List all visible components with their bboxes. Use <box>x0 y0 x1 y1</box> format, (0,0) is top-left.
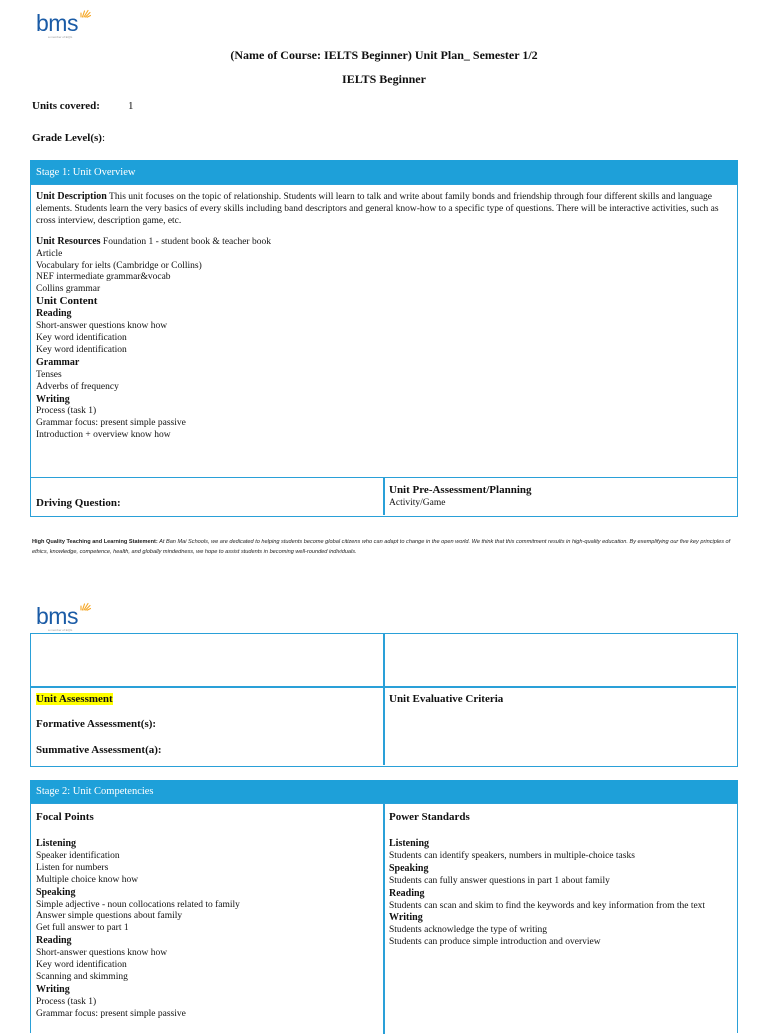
logo-text: bms <box>36 10 78 36</box>
unit-overview-cell <box>30 184 738 478</box>
content-item: Tenses <box>36 369 62 380</box>
power-heading: Listening <box>389 838 430 849</box>
logo-subtext: a member of EQG <box>48 628 73 632</box>
grade-level-colon: : <box>101 132 106 144</box>
focal-item: Simple adjective - noun collocations related to family <box>36 899 240 910</box>
formative-assessment-label: Formative Assessment(s): <box>36 718 157 730</box>
unit-content-label: Unit Content <box>36 295 98 308</box>
content-heading: Writing <box>36 393 70 405</box>
unit-assessment-highlight: Unit Assessment <box>36 693 113 705</box>
stage2-header: Stage 2: Unit Competencies <box>30 780 738 803</box>
focal-item: Listen for numbers <box>36 862 109 873</box>
grade-level <box>32 132 105 144</box>
course-name: IELTS Beginner <box>342 72 426 86</box>
pre-assessment-label: Unit Pre-Assessment/Planning <box>389 484 532 496</box>
grade-level-label: Grade Level(s) <box>32 132 102 144</box>
resource-item: Collins grammar <box>36 284 101 295</box>
assessment-table <box>30 633 738 767</box>
focal-item: Multiple choice know how <box>36 874 139 885</box>
unit-resources <box>36 236 730 249</box>
focal-item: Speaker identification <box>36 850 120 861</box>
power-standards-label: Power Standards <box>389 811 470 823</box>
focal-item: Short-answer questions know how <box>36 948 168 959</box>
logo-text: bms <box>36 603 78 629</box>
power-item: Students can scan and skim to find the keywords and key information from the text <box>389 900 706 911</box>
focal-item: Process (task 1) <box>36 996 97 1007</box>
focal-item: Key word identification <box>36 960 127 971</box>
power-heading: Speaking <box>389 862 429 874</box>
content-heading: Grammar <box>36 356 80 368</box>
power-item: Students can fully answer questions in part 1 about family <box>389 875 610 886</box>
focal-heading: Listening <box>36 838 77 849</box>
focal-points-list <box>36 838 376 1021</box>
resource-item: Vocabulary for ielts (Cambridge or Collins) <box>36 260 202 271</box>
course-title: (Name of Course: IELTS Beginner) Unit Plan_ Semester 1/2 <box>230 48 538 62</box>
quality-statement <box>32 538 732 557</box>
power-standards-list <box>389 838 729 949</box>
unit-assessment-label <box>36 693 113 705</box>
sun-icon <box>79 599 91 611</box>
bms-logo-page2 <box>36 605 91 632</box>
pre-assessment-value: Activity/Game <box>389 498 446 508</box>
driving-question-label: Driving Question: <box>36 497 121 509</box>
unit-overview-text <box>36 191 730 442</box>
quality-statement-text: At Ban Mai Schools, we are dedicated to helping students become global citizens who can adapt to change in the open world. We think that this commitment results in high-quality education. By exemplifying our five key principles of ethics, knowledge, competence, health, and globally mindedness, we hope to assist students in becoming well-rounded individuals. <box>32 539 731 555</box>
focal-heading: Writing <box>36 983 70 995</box>
content-item: Key word identification <box>36 344 127 355</box>
column-divider <box>383 634 385 765</box>
focal-item: Grammar focus: present simple passive <box>36 1008 186 1019</box>
sun-icon <box>79 6 91 18</box>
bms-logo <box>36 12 91 39</box>
summative-assessment-label: Summative Assessment(a): <box>36 744 162 756</box>
unit-description-label: Unit Description <box>36 191 107 202</box>
unit-resources-first: Foundation 1 - student book & teacher book <box>100 236 271 247</box>
content-heading: Reading <box>36 308 72 320</box>
units-covered-value: 1 <box>128 100 134 112</box>
units-covered-label: Units covered: <box>32 100 100 112</box>
unit-description <box>36 191 730 228</box>
quality-statement-label: High Quality Teaching and Learning Statement: <box>32 539 158 545</box>
resource-item: Article <box>36 248 63 259</box>
content-item: Key word identification <box>36 332 127 343</box>
column-divider <box>383 478 385 515</box>
content-item: Grammar focus: present simple passive <box>36 418 186 429</box>
row-divider <box>31 686 736 688</box>
focal-item: Answer simple questions about family <box>36 911 183 922</box>
stage1-header: Stage 1: Unit Overview <box>30 160 738 184</box>
power-item: Students acknowledge the type of writing <box>389 925 548 936</box>
power-heading: Reading <box>389 887 425 899</box>
competencies-table <box>30 803 738 1033</box>
power-item: Students can produce simple introduction and overview <box>389 937 601 948</box>
content-item: Adverbs of frequency <box>36 381 119 392</box>
power-heading: Writing <box>389 912 423 924</box>
unit-resources-label: Unit Resources <box>36 235 101 247</box>
unit-description-text: This unit focuses on the topic of relationship. Students will learn to talk and write about family bonds and friendship through four different skills and language elements. Students learn the very basics of every skills including band descriptors and general know-how to a specific type of questions. There will be interactive activities, such as cross interview, description game, etc. <box>36 192 719 226</box>
content-item: Short-answer questions know how <box>36 321 168 332</box>
content-item: Introduction + overview know how <box>36 430 171 441</box>
focal-heading: Reading <box>36 935 72 947</box>
focal-points-label: Focal Points <box>36 811 94 823</box>
focal-heading: Speaking <box>36 886 76 898</box>
driving-question-row <box>30 477 738 517</box>
logo-subtext: a member of EQG <box>48 35 73 39</box>
content-item: Process (task 1) <box>36 406 97 417</box>
evaluative-criteria-label: Unit Evaluative Criteria <box>389 693 504 705</box>
resource-item: NEF intermediate grammar&vocab <box>36 272 171 283</box>
column-divider <box>383 804 385 1034</box>
focal-item: Get full answer to part 1 <box>36 923 129 934</box>
focal-item: Scanning and skimming <box>36 971 128 982</box>
power-item: Students can identify speakers, numbers in multiple-choice tasks <box>389 850 635 861</box>
